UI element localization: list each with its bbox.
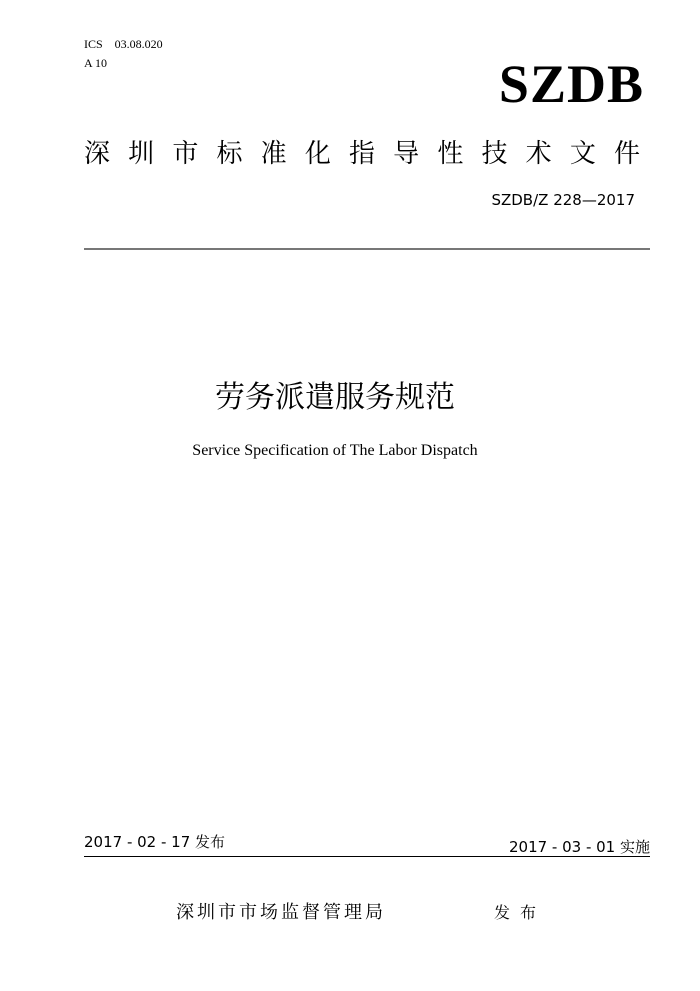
document-number: SZDB/Z 228—2017 — [491, 191, 635, 209]
classification-code: A 10 — [84, 56, 108, 70]
implementation-date: 2017 - 03 - 01 实施 — [508, 838, 650, 856]
header-divider — [84, 248, 650, 250]
publish-label: 发布 — [494, 903, 547, 922]
szdb-logo: SZDB — [498, 54, 644, 114]
document-type-heading: 深圳市标准化指导性技术文件 — [84, 139, 640, 169]
footer-divider — [84, 856, 650, 857]
ics-code: ICS 03.08.020 — [84, 37, 163, 51]
issue-date: 2017 - 02 - 17 发布 — [84, 833, 226, 851]
title-chinese: 劳务派遣服务规范 — [215, 380, 455, 415]
title-english: Service Specification of The Labor Dispatch — [192, 442, 478, 459]
issuing-authority: 深圳市市场监督管理局 — [176, 902, 386, 923]
